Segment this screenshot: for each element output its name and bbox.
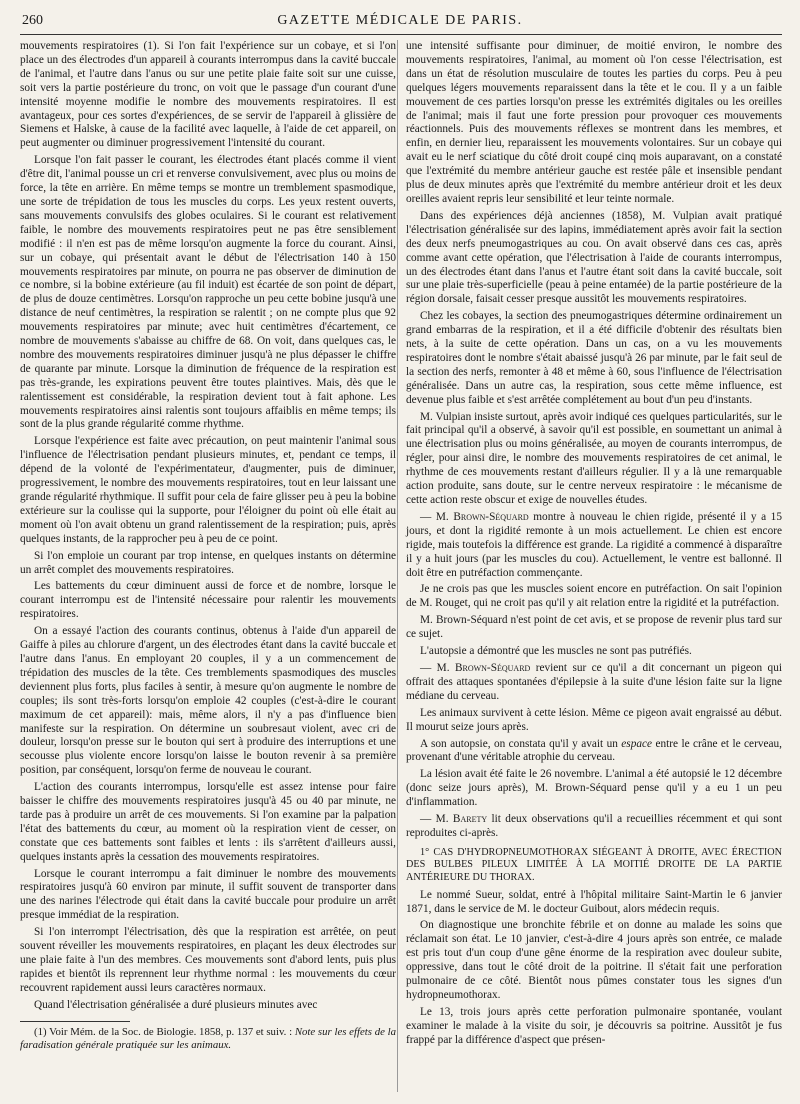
paragraph: Si l'on interrompt l'électrisation, dès que la respiration est arrêtée, on peut souvent réveiller les mouvements respiratoires, en plaçant les deux électrodes sur une plaie faite à l'un des membres. Ces mouvements sont d'abord lents, puis plus rapides et bientôt ils reprennent leur rhythme normal : les mouvements du cœur recouvrent rapidement aussi leurs caractères normaux.: [20, 926, 396, 994]
paragraph: Dans des expériences déjà anciennes (1858), M. Vulpian avait pratiqué l'électrisation généralisée sur des lapins, immédiatement après avoir fait la section des deux nerfs pneumogastriques au cou. On avait observé dans ces cas, après comme avant cette opération, que l'électrisation à l'aide de courants interrompus, un des électrodes étant dans l'anus et l'autre étant soit dans la cavité buccale, soit sur une plaie très-superficielle (peau à peine entamée) de la partie postérieure de la région dorsale, faisait cesser presque aussitôt les mouvements respiratoires.: [406, 209, 782, 306]
paragraph-text: lit deux observations qu'il a recueillies récemment et qui sont reproduites ci-après.: [406, 813, 782, 839]
header-rule: [20, 34, 782, 35]
paragraph: Les battements du cœur diminuent aussi de force et de nombre, lorsque le courant interrompu est de l'intensité nécessaire pour ralentir les mouvements respiratoires.: [20, 580, 396, 621]
paragraph: M. Brown-Séquard n'est point de cet avis, et se propose de revenir plus tard sur ce sujet.: [406, 614, 782, 641]
paragraph: Chez les cobayes, la section des pneumogastriques détermine ordinairement un grand embarras de la respiration, et il a été difficile d'obtenir des résultats bien nets, à la suite de cette opération. Dans un cas, on a vu les mouvements respiratoires dont le nombre s'était abaissé jusqu'à 26 par minute, par le fait seul de la section des nerfs, remonter à 48 et même à 60, sous l'influence de l'électrisation généralisée. Dans un autre cas, la respiration, sous cette même influence, est devenue plus faible et s'est arrêtée complétement au bout d'un peu d'instants.: [406, 310, 782, 406]
paragraph: Lorsque l'expérience est faite avec précaution, on peut maintenir l'animal sous l'influence de l'électrisation pendant plusieurs minutes, et, pendant ce temps, il dépend de la volonté de l'expérimentateur, d'augmenter, puis de diminuer, progressivement, le nombre des mouvements respiratoires, tout en leur laissant une grande régularité rhythmique. Il suffit pour cela de faire glisser peu à peu la bobine extérieure sur la coulisse qui la supporte, pour l'éloigner du point où elle était au moment où l'on avait obtenu un grand ralentissement de la respiration; puis, après quelques instants, de la rapprocher peu à peu de ce point.: [20, 435, 396, 545]
paragraph: mouvements respiratoires (1). Si l'on fait l'expérience sur un cobaye, et si l'on place un des électrodes d'un appareil à courants interrompus dans la cavité buccale de l'animal, et l'autre dans l'anus ou sur une petite plaie faite soit sur une cuisse, soit vers la partie postérieure du tronc, on voit que le passage d'un courant d'une intensité moyenne modifie le nombre des mouvements respiratoires. Il est avantageux, pour ces sortes d'expériences, de se servir de l'appareil à glissière de Siemens et Halske, à cause de la facilité avec laquelle, à l'aide de cet appareil, on peut augmenter ou diminuer progressivement l'intensité du courant.: [20, 40, 396, 150]
paragraph: Lorsque le courant interrompu a fait diminuer le nombre des mouvements respiratoires jusqu'à 60 environ par minute, il suffit souvent de transporter dans une des narines l'électrode qui était dans la cavité buccale pour produire un arrêt presque immédiat de la respiration.: [20, 867, 396, 922]
footnote-rule: [20, 1021, 130, 1022]
case-title: 1° CAS D'HYDROPNEUMOTHORAX SIÉGEANT À DROITE, AVEC ÉRECTION DES BULBES PILEUX LIMITÉE À LA MOITIÉ DROITE DE LA PARTIE ANTÉRIEURE DU THORAX.: [406, 846, 782, 884]
paragraph-text: A son autopsie, on constata qu'il y avait un: [420, 737, 618, 750]
page-number: 260: [22, 13, 43, 28]
paragraph: Quand l'électrisation généralisée a duré plusieurs minutes avec: [34, 998, 318, 1011]
paragraph: Si l'on emploie un courant par trop intense, en quelques instants on détermine un arrêt complet des mouvements respiratoires.: [20, 549, 396, 576]
paragraph: L'action des courants interrompus, lorsqu'elle est assez intense pour faire baisser le chiffre des mouvements respiratoires jusqu'à 45 ou 40 par minute, ne tarde pas à produire un arrêt de ces mouvements. Si l'on examine par la palpation l'état des battements du cœur, au moment où la respiration vient de cesser, on constate que ces battements sont faibles et lents : ils s'arrêtent d'ailleurs aussi, quelques instants après la cessation des mouvements respiratoires.: [20, 781, 396, 863]
footnote: [20, 1026, 396, 1052]
italic-word: espace: [621, 737, 653, 750]
journal-title: GAZETTE MÉDICALE DE PARIS.: [277, 13, 523, 28]
footnote-italic: Note sur les effets de la faradisation générale pratiquée sur les animaux.: [20, 1025, 397, 1051]
speaker-name: Barety: [452, 813, 488, 826]
right-column: [406, 40, 782, 1051]
paragraph: une intensité suffisante pour diminuer, de moitié environ, le nombre des mouvements respiratoires, l'animal, au moment où l'on cesse l'électrisation, est dans un état de résolution musculaire de toutes les parties du corps. Peu à peu quelques légers mouvements reparaissent dans la tête et le cou. Il y a un faible mouvement de ces parties lorsqu'on presse les extrémités digitales ou les oreilles de l'animal; mais il faut une forte pression pour provoquer ces mouvements réactionnels. Puis des mouvements réflexes se montrent dans les membres, et enfin, en dernier lieu, reparaissent les mouvements volontaires. Sur un cobaye qui avait eu le nerf sciatique du côté droit coupé cinq mois auparavant, on a constaté que l'extrémité du membre antérieur gauche est restée pâle et insensible pendant plus de deux minutes après que l'extrémité du membre antérieur droit et les deux oreilles avaient repris leur sensibilité et leur teinte normale.: [406, 40, 782, 205]
column-divider: [397, 40, 398, 1092]
paragraph: Je ne crois pas que les muscles soient encore en putréfaction. On sait l'opinion de M. Rouget, qui ne croit pas qu'il y ait relation entre la rigidité et la putréfaction.: [406, 583, 782, 610]
paragraph: — M. Brown-Séquard revient sur ce qu'il a dit concernant un pigeon qui offrait des attaques spontanées d'épilepsie à la suite d'une lésion faite sur la ligne médiane du cerveau.: [406, 661, 782, 702]
footnote-text: (1) Voir Mém. de la Soc. de Biologie. 1858, p. 137 et suiv. :: [34, 1025, 293, 1038]
paragraph: — M. Brown-Séquard montre à nouveau le chien rigide, présenté il y a 15 jours, et dont la rigidité remonte à un mois actuellement. Le chien est encore rigide, mais toutefois la différence est grande. La rigidité a commencé à disparaître il y a huit jours (par les muscles du cou). Actuellement, le ventre est ballonné. Il doit être en putréfaction commençante.: [406, 510, 782, 579]
paragraph: L'autopsie a démontré que les muscles ne sont pas putréfiés.: [420, 645, 692, 658]
paragraph: On a essayé l'action des courants continus, obtenus à l'aide d'un appareil de Gaiffe à piles au chlorure d'argent, un des électrodes étant dans la cavité buccale et l'autre dans l'anus. En employant 20 couples, il y a un commencement de trépidation des muscles de la tête. Ces tremblements spasmodiques des muscles deviennent plus forts, plus faciles à sentir, à mesure qu'on augmente le nombre de couples; ils sont très-forts lorsqu'on emploie 42 couples (c'est-à-dire le courant maximum de cet appareil): mais, même alors, il n'y a pas d'influence bien manifeste sur la respiration. On détermine un soubresaut violent, avec cri de douleur, lorsqu'on presse sur le bouton qui sert à produire des interruptions et une secousse plus violente encore lorsqu'on laisse le bouton revenir à sa première position, par conséquent, lorsqu'on ferme de nouveau le courant.: [20, 625, 396, 777]
paragraph-text: entre le crâne et le cerveau, provenant d'une véritable atrophie du cerveau.: [406, 737, 782, 764]
speaker-name: Brown-Séquard: [454, 661, 531, 674]
paragraph: M. Vulpian insiste surtout, après avoir indiqué ces quelques particularités, sur le fait principal qu'il a observé, à savoir qu'il est possible, en soumettant un animal à une électrisation plus ou moins généralisée, au moyen de courants interrompus, de régler, pour ainsi dire, le nombre des mouvements respiratoires de cet animal, le rhythme de ces mouvements restant d'ailleurs régulier. Il y a là une remarquable action produite, sans doute, sur le centre nerveux respiratoire : le mécanisme de cette action reste obscur et exige de nouvelles études.: [406, 410, 782, 506]
speaker-name: Brown-Séquard: [453, 510, 529, 523]
left-column: [20, 40, 396, 1052]
paragraph: La lésion avait été faite le 26 novembre. L'animal a été autopsié le 12 décembre (donc seize jours après), M. Brown-Séquard pense qu'il y a eu 1 un peu d'inflammation.: [406, 768, 782, 809]
page-header: [18, 13, 782, 33]
paragraph: Lorsque l'on fait passer le courant, les électrodes étant placés comme il vient d'être dit, l'animal pousse un cri et renverse convulsivement, avec plus ou moins de force, la tête en arrière. En même temps se montre un tremblement spasmodique, une sorte de trépidation de tous les muscles du corps. Les yeux restent ouverts, sans mouvements convulsifs des globes oculaires. Si le courant est relativement faible, le nombre des mouvements respiratoires peut ne pas être sensiblement modifié : il n'en est pas de même lorsqu'on augmente la force du courant. Ainsi, sur un cobaye, qui présentait avant le début de l'électrisation 140 à 150 mouvements respiratoires par minute, on pourra ne pas observer de diminution de ce nombre, si la bobine extérieure (au fil induit) est écartée de son point de départ, de plus de douze centimètres. Lorsqu'on rapproche un peu cette bobine jusqu'à une distance de neuf centimètres, la respiration se ralentit ; on ne compte plus que 92 mouvements respiratoires par minute; avec huit centimètres d'écartement, ce nombre de mouvements s'abaisse au chiffre de 68. On voit, dans quelques cas, le nombre des mouvements respiratoires diminuer jusqu'à ne plus dépasser le chiffre de quarante par minute. Lorsque la diminution de fréquence de la respiration est pas très-grande, les expirations peuvent être toutes plaintives. Mais, dès que le ralentissement est considérable, la respiration devient tout à fait aphone. Les mouvements respiratoires ainsi ralentis sont toujours affaiblis en même temps; ils sont de la plus grande régularité comme rhythme.: [20, 154, 396, 431]
paragraph: Le nommé Sueur, soldat, entré à l'hôpital militaire Saint-Martin le 6 janvier 1871, dans le service de M. le docteur Guibout, alors médecin requis.: [406, 888, 782, 915]
paragraph-text: revient sur ce qu'il a dit concernant un pigeon qui offrait des attaques spontanées d'épilepsie à la suite d'une lésion faite sur la ligne médiane du cerveau.: [406, 661, 782, 702]
paragraph: On diagnostique une bronchite fébrile et on donne au malade les soins que réclamait son état. Le 10 janvier, c'est-à-dire 4 jours après son entrée, ce malade est pris tout d'un coup d'une gêne énorme de la respiration avec douleur subite, oppressive, dans tout le côté droit de la poitrine. Il s'était fait une perforation pulmonaire de ce côté. Bientôt nous pûmes constater tous les signes d'un hydropneumothorax.: [406, 919, 782, 1001]
paragraph: — M. Barety lit deux observations qu'il a recueillies récemment et qui sont reproduites ci-après.: [406, 813, 782, 839]
paragraph: Les animaux survivent à cette lésion. Même ce pigeon avait engraissé au début. Il mourut seize jours après.: [406, 706, 782, 733]
paragraph: Le 13, trois jours après cette perforation pulmonaire spontanée, voulant examiner le malade à la visite du soir, je découvris sa poitrine. Aussitôt je fus frappé par la différence d'aspect que présen-: [406, 1005, 782, 1046]
paragraph-text: montre à nouveau le chien rigide, présenté il y a 15 jours, et dont la rigidité remonte à un mois actuellement. Le chien est encore rigide, mais toutefois la différence est grande. La rigidité a commencé à disparaître il y a huit jours (par les muscles du cou). Actuellement, le ventre est ballonné. Il doit être en putréfaction commençante.: [406, 510, 782, 579]
paragraph: [406, 738, 782, 766]
